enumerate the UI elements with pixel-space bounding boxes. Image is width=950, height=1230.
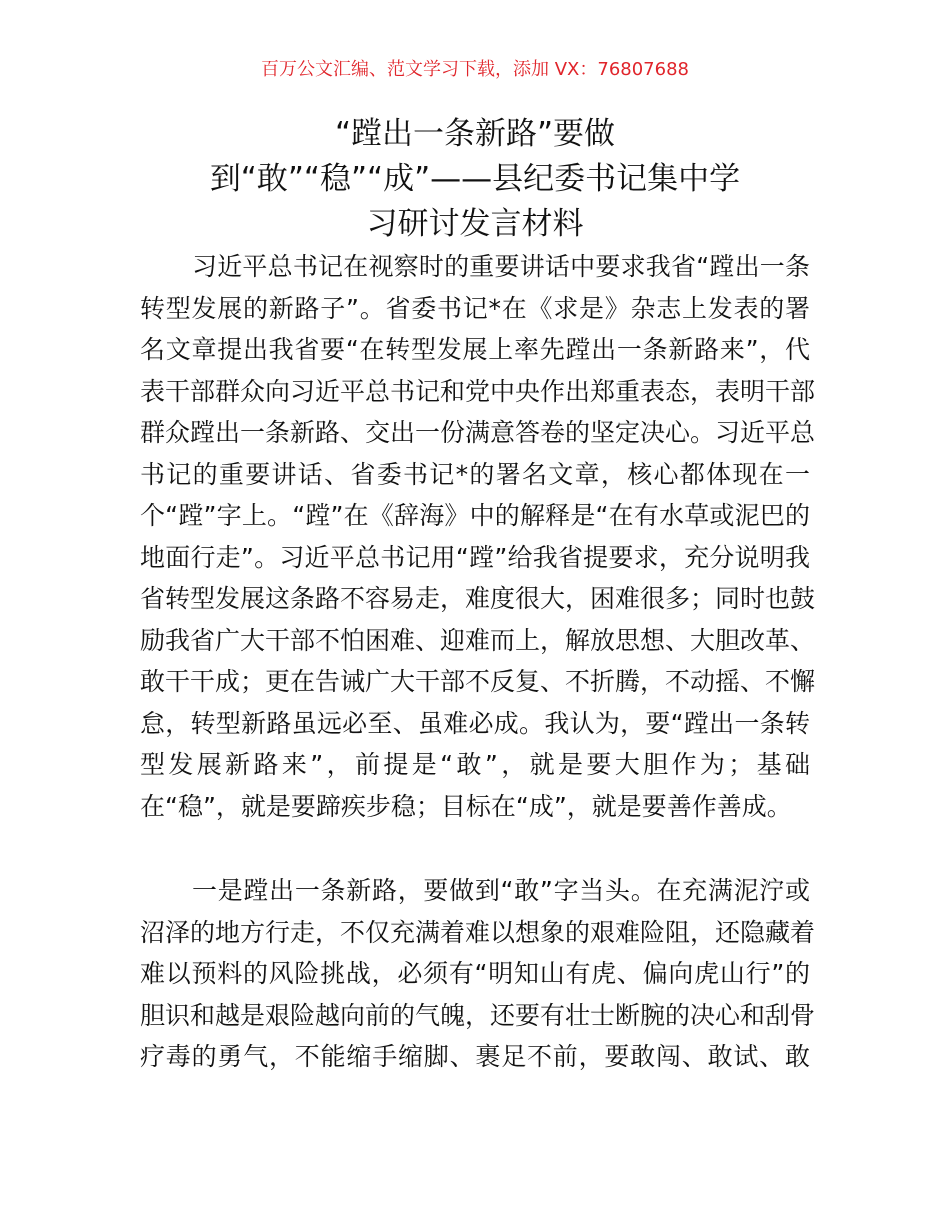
text-line: 沼泽的地方行走，不仅充满着难以想象的艰难险阻，还隐藏着 bbox=[140, 917, 816, 947]
text-line: 在“稳”，就是要蹄疾步稳；目标在“成”，就是要善作善成。 bbox=[140, 791, 792, 821]
text-line: 疗毒的勇气，不能缩手缩脚、裹足不前，要敢闯、敢试、敢 bbox=[140, 1042, 810, 1071]
paragraph-1 bbox=[140, 246, 816, 827]
text-line: 难以预料的风险挑战，必须有“明知山有虎、偏向虎山行”的 bbox=[140, 959, 810, 988]
text-line: 怠，转型新路虽远必至、虽难必成。我认为，要“蹚出一条转 bbox=[140, 708, 810, 738]
text-line: 一是蹚出一条新路，要做到“敢”字当头。在充满泥泞或 bbox=[192, 876, 810, 905]
paragraph-2 bbox=[140, 870, 816, 1078]
watermark-header: 百万公文汇编、范文学习下载，添加 VX：76807688 bbox=[261, 59, 689, 80]
text-line: 群众蹚出一条新路、交出一份满意答卷的坚定决心。习近平总 bbox=[140, 418, 816, 447]
text-line: 个“蹚”字上。“蹚”在《辞海》中的解释是“在有水草或泥巴的 bbox=[140, 501, 810, 530]
title-line: 到“敢”“稳”“成”——县纪委书记集中学 bbox=[209, 161, 741, 197]
text-line: 型发展新路来”，前提是“敢”，就是要大胆作为；基础 bbox=[140, 750, 810, 779]
text-line: 励我省广大干部不怕困难、迎难而上，解放思想、大胆改革、 bbox=[140, 625, 816, 655]
document-title bbox=[100, 112, 850, 247]
text-line: 省转型发展这条路不容易走，难度很大，困难很多；同时也鼓 bbox=[140, 584, 816, 613]
text-line: 名文章提出我省要“在转型发展上率先蹚出一条新路来”，代 bbox=[140, 335, 810, 364]
text-line: 胆识和越是艰险越向前的气魄，还要有壮士断腕的决心和刮骨 bbox=[140, 1000, 816, 1030]
text-line: 地面行走”。习近平总书记用“蹚”给我省提要求，充分说明我 bbox=[140, 542, 810, 572]
title-line: “蹚出一条新路”要做 bbox=[334, 116, 616, 152]
text-line: 习近平总书记在视察时的重要讲话中要求我省“蹚出一条 bbox=[192, 252, 810, 281]
text-line: 表干部群众向习近平总书记和党中央作出郑重表态，表明干部 bbox=[140, 376, 816, 406]
title-line: 习研讨发言材料 bbox=[366, 206, 584, 242]
text-line: 转型发展的新路子”。省委书记*在《求是》杂志上发表的署 bbox=[140, 293, 810, 323]
text-line: 书记的重要讲话、省委书记*的署名文章，核心都体现在一 bbox=[140, 459, 810, 489]
text-line: 敢干干成；更在告诫广大干部不反复、不折腾，不动摇、不懈 bbox=[140, 667, 816, 696]
